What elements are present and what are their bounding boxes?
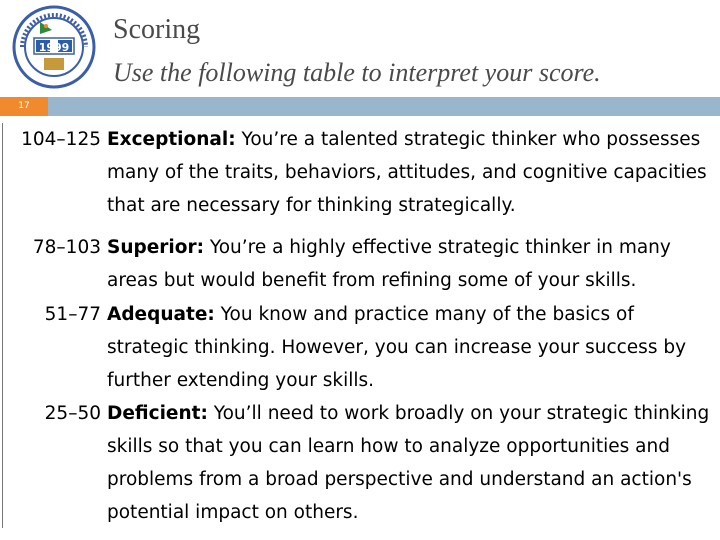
score-label: Superior: [107, 237, 204, 258]
header-bar [0, 97, 720, 116]
score-description [107, 231, 719, 297]
score-range: 104–125 [21, 129, 101, 150]
score-description [107, 298, 719, 397]
logo-year-text: 1999 [38, 41, 70, 54]
score-range: 78–103 [32, 237, 101, 258]
score-table [2, 123, 719, 528]
college-logo [4, 4, 104, 90]
score-label: Adequate: [107, 304, 215, 325]
slide-title: Scoring [113, 14, 201, 45]
score-text: You’ll need to work broadly on your strategic thinking skills so that you can learn how to analyze opportunities and problems from a broad perspective and understand an action's potential impact on others. [107, 403, 710, 523]
score-text: You’re a highly effective strategic thinker in many areas but would benefit from refining some of your skills. [107, 237, 671, 291]
score-description [107, 123, 719, 222]
slide-number: 17 [0, 97, 48, 116]
score-text: You know and practice many of the basics of strategic thinking. However, you can increase your success by further extending your skills. [107, 304, 687, 391]
score-text: You’re a talented strategic thinker who possesses many of the traits, behaviors, attitudes, and cognitive capacities that are necessary for thinking strategically. [107, 129, 707, 216]
score-range: 25–50 [44, 403, 101, 424]
score-description [107, 397, 719, 529]
score-range: 51–77 [44, 304, 101, 325]
slide-subtitle: Use the following table to interpret your score. [113, 58, 601, 87]
score-label: Exceptional: [107, 129, 236, 150]
score-label: Deficient: [107, 403, 208, 424]
